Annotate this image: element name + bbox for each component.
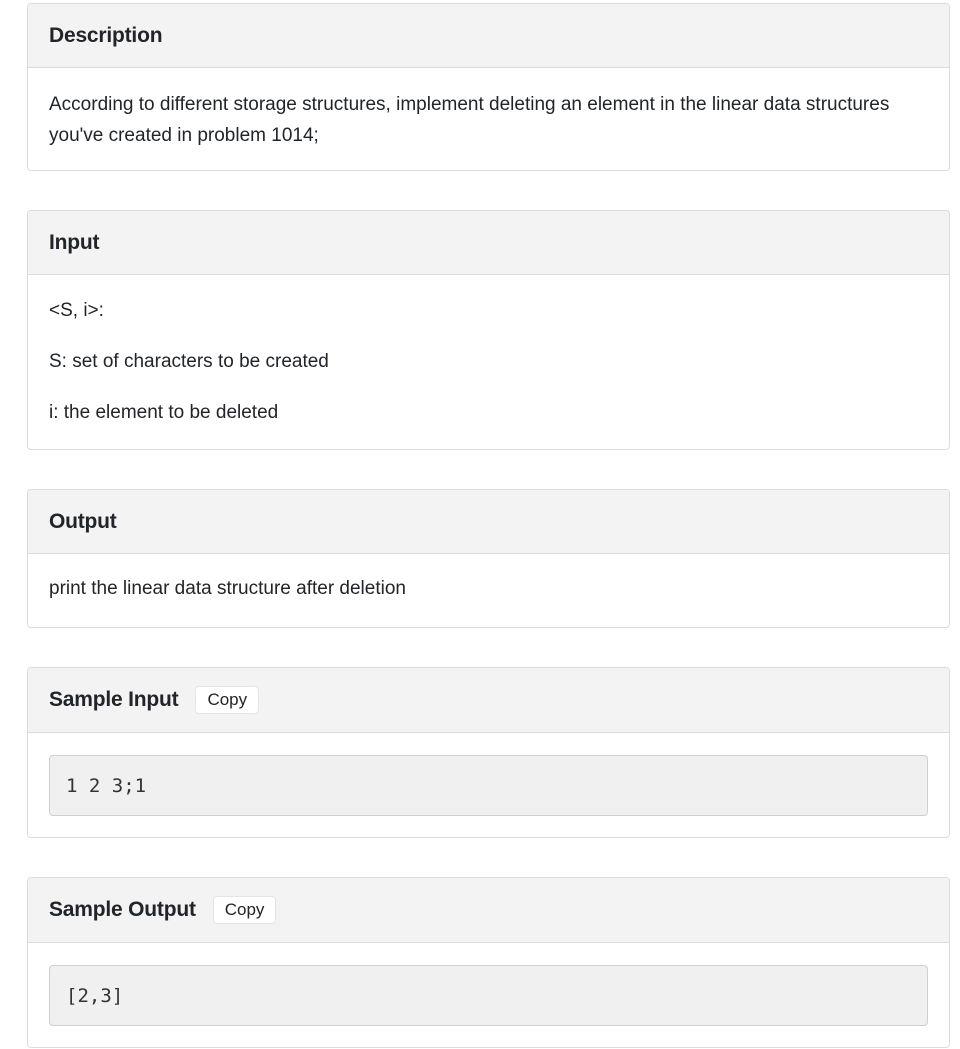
output-header [28, 490, 949, 554]
sample-output-code: [2,3] [49, 965, 928, 1026]
sample-input-code: 1 2 3;1 [49, 755, 928, 816]
input-line: <S, i>: [49, 300, 104, 321]
description-card [27, 3, 950, 171]
sample-input-card [27, 667, 950, 838]
input-title: Input [49, 230, 100, 254]
input-header [28, 211, 949, 275]
sample-output-card [27, 877, 950, 1048]
output-title: Output [49, 509, 117, 533]
input-line: i: the element to be deleted [49, 402, 279, 423]
output-body [28, 554, 949, 604]
copy-sample-input-button[interactable]: Copy [195, 686, 259, 714]
sample-input-header [28, 668, 949, 733]
sample-output-header [28, 878, 949, 943]
sample-input-title: Sample Input [49, 688, 179, 711]
description-text: According to different storage structures, implement deleting an element in the linear data structures you've created in problem 1014; [49, 94, 890, 146]
sample-output-title: Sample Output [49, 898, 196, 921]
output-card [27, 489, 950, 628]
input-line: S: set of characters to be created [49, 351, 329, 372]
input-body [28, 275, 949, 428]
description-header [28, 4, 949, 68]
input-card [27, 210, 950, 450]
output-text: print the linear data structure after deletion [49, 578, 406, 599]
description-body [28, 68, 949, 151]
description-title: Description [49, 23, 163, 47]
copy-sample-output-button[interactable]: Copy [213, 896, 277, 924]
